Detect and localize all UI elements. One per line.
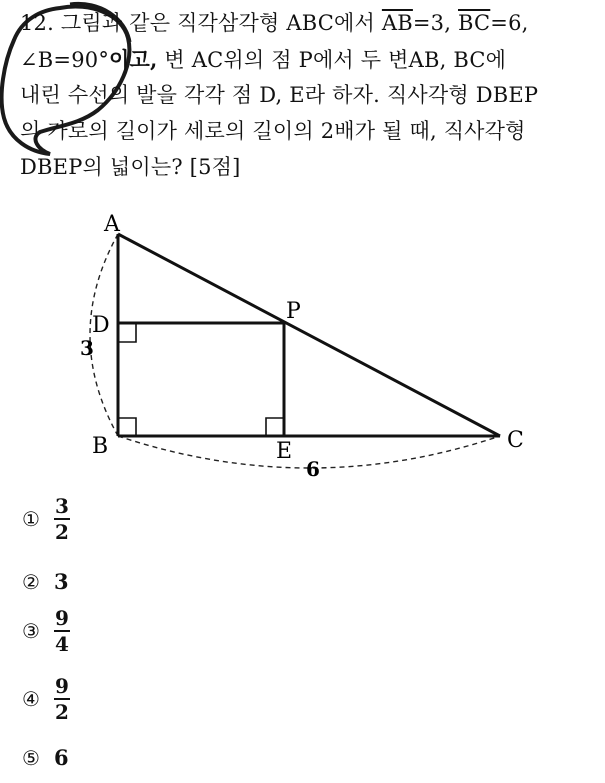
choice-2-value: 3 [54, 569, 69, 594]
right-angle-mark-d [118, 323, 136, 342]
choice-1-fraction [54, 495, 70, 543]
side-length-bc: 6 [306, 457, 320, 481]
point-label-p: P [286, 299, 301, 324]
angle-b-condition: ∠B=90° [20, 48, 110, 72]
fraction-denominator: 2 [55, 520, 69, 544]
choice-3[interactable] [22, 607, 70, 655]
problem-line-4: 의 가로의 길이가 세로의 길이의 2배가 될 때, 직사각형 [20, 119, 526, 143]
choice-3-fraction [54, 607, 70, 655]
segment-bc-label: $\overline{BC}$ [458, 11, 491, 35]
choice-1-marker: ① [22, 507, 40, 531]
side-length-ab: 3 [80, 336, 94, 360]
choice-5[interactable] [22, 745, 69, 770]
choice-2-marker: ② [22, 569, 40, 594]
vertex-label-b: B [92, 434, 109, 459]
problem-text-segment: 그림과 같은 직각삼각형 ABC에서 [60, 11, 382, 35]
fraction-denominator: 2 [55, 700, 69, 724]
right-angle-mark-e [266, 418, 284, 436]
problem-text-segment: =6, [490, 11, 529, 35]
problem-line-3: 내린 수선의 발을 각각 점 D, E라 하자. 직사각형 DBEP [20, 83, 539, 107]
point-label-e: E [276, 439, 293, 464]
choice-3-marker: ③ [22, 619, 40, 643]
fraction-numerator: 9 [55, 606, 69, 630]
choice-1[interactable] [22, 495, 70, 543]
choice-5-value: 6 [54, 745, 69, 770]
choice-4[interactable] [22, 675, 70, 723]
vertex-label-a: A [104, 212, 120, 237]
right-angle-mark-b [118, 418, 136, 436]
choice-4-fraction [54, 675, 70, 723]
problem-text-segment: 이고, [109, 47, 158, 72]
fraction-numerator: 3 [55, 494, 69, 518]
choice-5-marker: ⑤ [22, 745, 40, 770]
point-label-d: D [92, 313, 110, 338]
side-ac [118, 234, 500, 436]
problem-text-segment: 변 AC위의 점 P에서 두 변AB, BC에 [157, 48, 507, 72]
problem-text-segment: =3, [412, 11, 458, 35]
choice-4-marker: ④ [22, 687, 40, 711]
problem-line-5: DBEP의 넓이는? [5점] [20, 155, 241, 179]
vertex-label-c: C [507, 428, 524, 453]
segment-ab-label: $\overline{AB}$ [381, 11, 413, 35]
problem-number: 12. [20, 11, 54, 35]
choice-2[interactable] [22, 569, 69, 594]
fraction-numerator: 9 [55, 674, 69, 698]
fraction-denominator: 4 [55, 632, 69, 656]
